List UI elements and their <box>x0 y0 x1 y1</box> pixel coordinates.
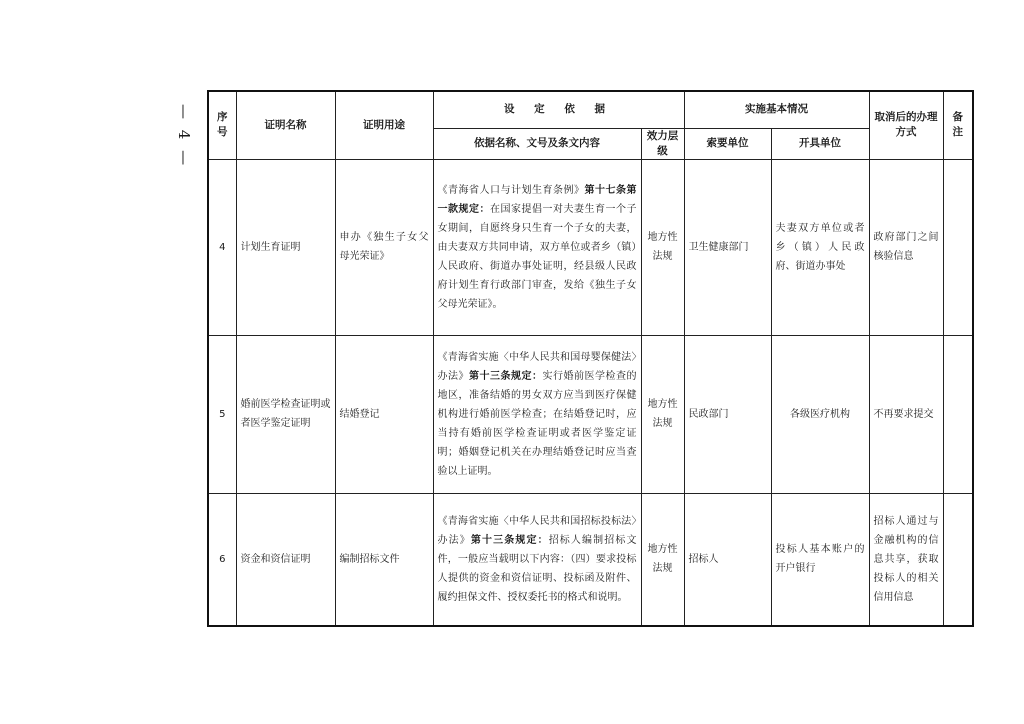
header-after-cancel: 取消后的办理方式 <box>869 91 943 159</box>
basis-clause: 第十七条第一款规定： <box>437 184 637 215</box>
basis-clause: 第十三条规定： <box>469 370 543 382</box>
header-use: 证明用途 <box>335 91 433 159</box>
table-row <box>208 335 973 493</box>
cell-basis <box>433 159 641 335</box>
cell-basis <box>433 493 641 626</box>
cell-requester: 卫生健康部门 <box>684 159 771 335</box>
header-row-1 <box>208 91 973 128</box>
header-basis-group: 设 定 依 据 <box>433 91 684 128</box>
cell-issuer: 投标人基本账户的开户银行 <box>771 493 869 626</box>
basis-text: 招标人编制招标文件，一般应当载明以下内容：（四）要求投标人提供的资金和资信证明、投标函及附件、履约担保文件、授权委托书的格式和说明。 <box>437 534 637 603</box>
basis-text: 实行婚前医学检查的地区，准备结婚的男女双方应当到医疗保健机构进行婚前医学检查；在结婚登记时，应当持有婚前医学检查证明或者医学鉴定证明；婚姻登记机关在办理结婚登记时应当查验以上证明。 <box>437 370 637 477</box>
certificate-table <box>207 90 974 627</box>
cell-level: 地方性法规 <box>641 335 684 493</box>
header-requester: 索要单位 <box>684 128 771 159</box>
cell-use: 申办《独生子女父母光荣证》 <box>335 159 433 335</box>
cell-after-cancel: 招标人通过与金融机构的信息共享，获取投标人的相关信用信息 <box>869 493 943 626</box>
table-row <box>208 493 973 626</box>
cell-requester: 民政部门 <box>684 335 771 493</box>
table-row <box>208 159 973 335</box>
cell-level: 地方性法规 <box>641 159 684 335</box>
basis-clause: 第十三条规定： <box>470 534 549 546</box>
cell-use: 结婚登记 <box>335 335 433 493</box>
cell-name: 资金和资信证明 <box>236 493 335 626</box>
basis-title: 《青海省实施〈中华人民共和国招标投标法〉办法》 <box>437 515 637 546</box>
basis-text: 在国家提倡一对夫妻生育一个子女期间，自愿终身只生育一个子女的夫妻，由夫妻双方共同申请，双方单位或者乡（镇）人民政府、街道办事处证明，经县级人民政府计划生育行政部门审查，发给《独生子女父母光荣证》。 <box>437 203 637 310</box>
cell-requester: 招标人 <box>684 493 771 626</box>
cell-after-cancel: 不再要求提交 <box>869 335 943 493</box>
cell-issuer: 各级医疗机构 <box>771 335 869 493</box>
cell-seq: 6 <box>208 493 236 626</box>
header-remarks: 备注 <box>943 91 973 159</box>
cell-after-cancel: 政府部门之间核验信息 <box>869 159 943 335</box>
cell-name: 计划生育证明 <box>236 159 335 335</box>
cell-basis <box>433 335 641 493</box>
cell-remarks <box>943 335 973 493</box>
cell-remarks <box>943 493 973 626</box>
header-level: 效力层级 <box>641 128 684 159</box>
header-issuer: 开具单位 <box>771 128 869 159</box>
cell-seq: 5 <box>208 335 236 493</box>
header-basis-content: 依据名称、文号及条文内容 <box>433 128 641 159</box>
cell-remarks <box>943 159 973 335</box>
cell-seq: 4 <box>208 159 236 335</box>
page-number: — 4 — <box>175 104 193 169</box>
cell-use: 编制招标文件 <box>335 493 433 626</box>
basis-title: 《青海省人口与计划生育条例》 <box>437 184 585 196</box>
header-impl-group: 实施基本情况 <box>684 91 869 128</box>
cell-issuer: 夫妻双方单位或者乡（镇）人民政府、街道办事处 <box>771 159 869 335</box>
cell-level: 地方性法规 <box>641 493 684 626</box>
header-seq: 序号 <box>208 91 236 159</box>
basis-title: 《青海省实施〈中华人民共和国母婴保健法〉办法》 <box>437 351 637 382</box>
header-name: 证明名称 <box>236 91 335 159</box>
cell-name: 婚前医学检查证明或者医学鉴定证明 <box>236 335 335 493</box>
